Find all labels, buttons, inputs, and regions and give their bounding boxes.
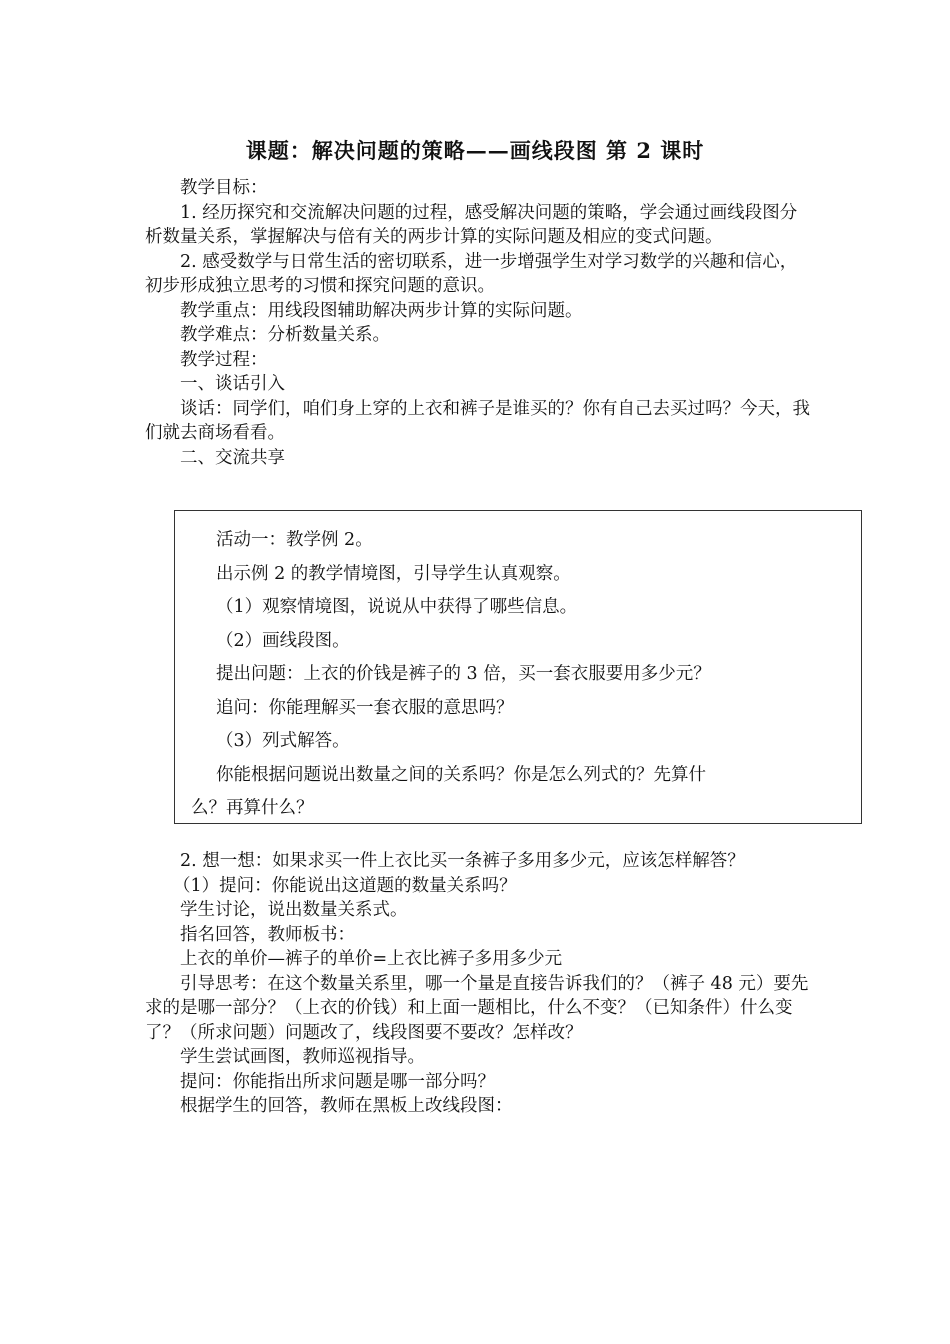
think-section [145,849,810,1119]
objectives-section [145,176,810,470]
box-line: （2）画线段图。 [216,630,350,651]
process-heading: 教学过程： [180,349,268,370]
think-discuss: 学生讨论，说出数量关系式。 [180,900,408,920]
think-draw: 学生尝试画图，教师巡视指导。 [180,1047,425,1067]
box-line: 么？再算什么？ [191,798,314,818]
box-line: （3）列式解答。 [216,731,350,751]
think-guide: 引导思考：在这个数量关系里，哪一个量是直接告诉我们的？（裤子 48 元）要先求的是哪一部分？（上衣的价钱）和上面一题相比，什么不变？（已知条件）什么变了？（所求问题）问题改了，线段图要不要改？怎样改？ [145,973,809,1043]
box-line: 追问：你能理解买一套衣服的意思吗？ [216,697,514,718]
think-answer: 指名回答，教师板书： [180,924,355,945]
lesson-title: 课题：解决问题的策略——画线段图 第 2 课时 [245,138,705,163]
box-line: （1）观察情境图，说说从中获得了哪些信息。 [216,597,578,617]
box-line: 活动一：教学例 2。 [216,530,373,550]
box-line: 你能根据问题说出数量之间的关系吗？你是怎么列式的？先算什 [216,764,706,785]
box-line: 出示例 2 的教学情境图，引导学生认真观察。 [216,563,571,584]
key-point: 教学重点：用线段图辅助解决两步计算的实际问题。 [180,300,583,321]
think-formula: 上衣的单价—裤子的单价=上衣比裤子多用多少元 [180,949,563,969]
objectives-heading: 教学目标： [180,178,268,198]
objective-2: 2. 感受数学与日常生活的密切联系，进一步增强学生对学习数学的兴趣和信心，初步形成独立思考的习惯和探究问题的意识。 [145,251,798,296]
difficult-point: 教学难点：分析数量关系。 [180,325,390,345]
think-board: 根据学生的回答，教师在黑板上改线段图： [180,1096,513,1116]
step-one-heading: 一、谈话引入 [180,374,285,394]
think-ask: （1）提问：你能说出这道题的数量关系吗？ [173,875,517,896]
objective-1: 1. 经历探究和交流解决问题的过程，感受解决问题的策略，学会通过画线段图分析数量关系，掌握解决与倍有关的两步计算的实际问题及相应的变式问题。 [145,202,798,247]
box-line: 提出问题：上衣的价钱是裤子的 3 倍，买一套衣服要用多少元？ [216,664,711,684]
intro-talk: 谈话：同学们，咱们身上穿的上衣和裤子是谁买的？你有自己去买过吗？今天，我们就去商场看看。 [145,398,810,443]
think-point: 提问：你能指出所求问题是哪一部分吗？ [180,1071,495,1092]
think-question: 2. 想一想：如果求买一件上衣比买一条裤子多用多少元，应该怎样解答？ [180,851,745,871]
activity-box [174,510,862,824]
step-two-heading: 二、交流共享 [180,447,285,468]
